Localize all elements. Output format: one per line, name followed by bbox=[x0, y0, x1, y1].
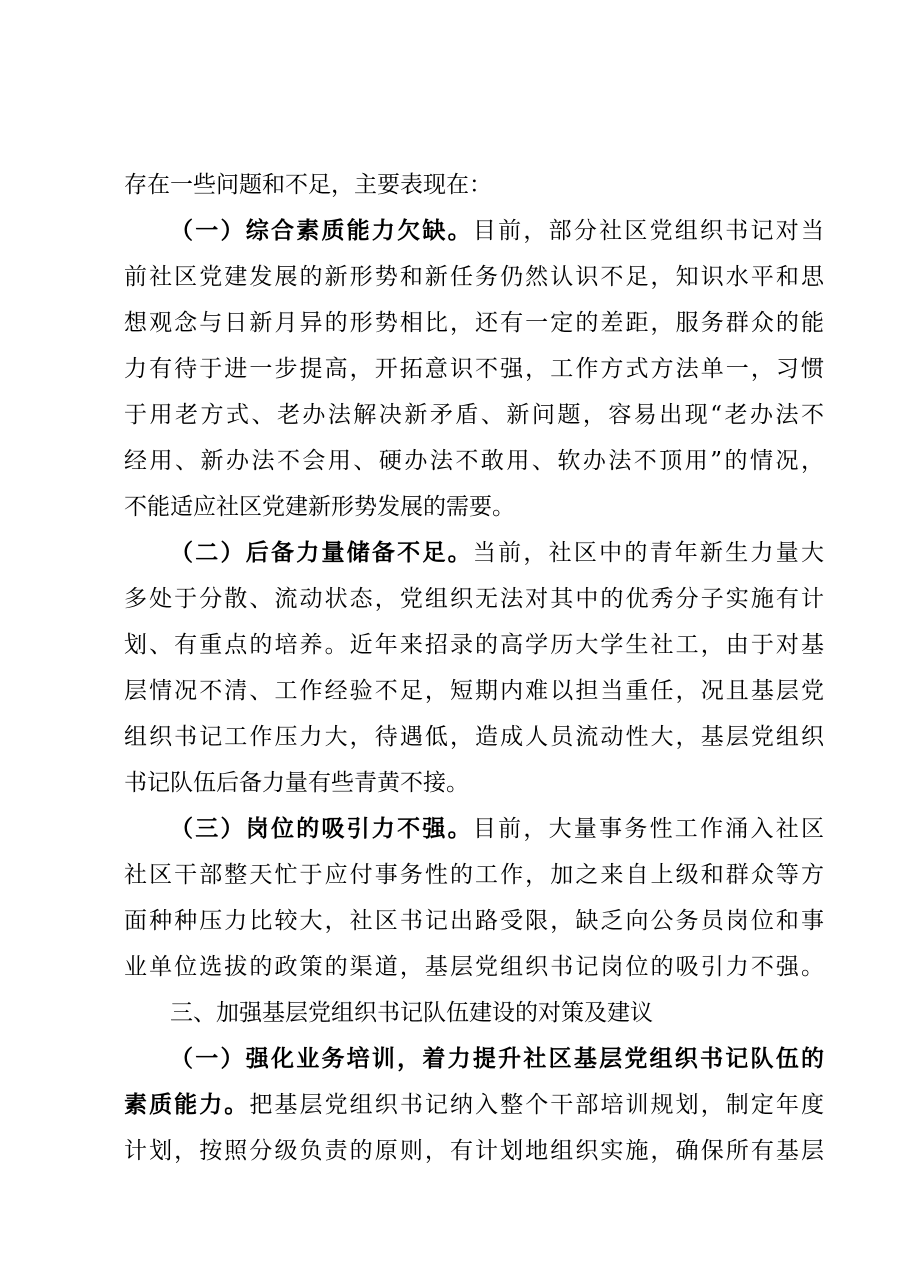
text-line bbox=[124, 944, 824, 990]
text-span: 目前，大量事务性工作涌入社区 bbox=[472, 816, 825, 842]
text-line bbox=[124, 1128, 824, 1174]
text-span: 力有待于进一步提高，开拓意识不强，工作方式方法单一，习惯 bbox=[124, 356, 824, 382]
text-line bbox=[124, 714, 824, 760]
chapter-heading bbox=[124, 990, 824, 1036]
text-line bbox=[124, 576, 824, 622]
text-span: 目前，部分社区党组织书记对当 bbox=[472, 218, 825, 244]
text-span: 社区干部整天忙于应付事务性的工作，加之来自上级和群众等方 bbox=[124, 862, 824, 888]
text-line bbox=[124, 392, 824, 438]
text-line bbox=[124, 1082, 824, 1128]
text-span: 当前，社区中的青年新生力量大 bbox=[472, 540, 825, 566]
text-span: 组织书记工作压力大，待遇低，造成人员流动性大，基层党组织 bbox=[124, 724, 824, 750]
section-heading-2: （二）后备力量储备不足。 bbox=[170, 539, 473, 566]
text-line bbox=[124, 760, 824, 806]
section-lead-line bbox=[124, 806, 824, 852]
chapter-heading-text: 三、加强基层党组织书记队伍建设的对策及建议 bbox=[170, 1000, 653, 1026]
text-line bbox=[124, 668, 824, 714]
text-span: 前社区党建发展的新形势和新任务仍然认识不足，知识水平和思 bbox=[124, 264, 824, 290]
text-span: 层情况不清、工作经验不足，短期内难以担当重任，况且基层党 bbox=[124, 678, 824, 704]
section-lead-line bbox=[124, 530, 824, 576]
section-lead-line bbox=[124, 208, 824, 254]
document-body bbox=[124, 162, 824, 1174]
text-span: 不能适应社区党建新形势发展的需要。 bbox=[124, 494, 515, 520]
section-lead-line bbox=[124, 1036, 824, 1082]
text-line bbox=[124, 254, 824, 300]
text-span: 业单位选拔的政策的渠道，基层党组织书记岗位的吸引力不强。 bbox=[124, 954, 824, 980]
text-span: 计划，按照分级负责的原则，有计划地组织实施，确保所有基层 bbox=[124, 1138, 824, 1164]
text-line bbox=[124, 484, 824, 530]
text-line bbox=[124, 300, 824, 346]
text-span: 多处于分散、流动状态，党组织无法对其中的优秀分子实施有计 bbox=[124, 586, 824, 612]
text-line bbox=[124, 438, 824, 484]
text-span: 面种种压力比较大，社区书记出路受限，缺乏向公务员岗位和事 bbox=[124, 908, 824, 934]
text-span: 存在一些问题和不足，主要表现在： bbox=[124, 172, 492, 198]
text-line bbox=[124, 852, 824, 898]
text-line bbox=[124, 346, 824, 392]
text-span: 经用、新办法不会用、硬办法不敢用、软办法不顶用”的情况， bbox=[124, 448, 824, 474]
text-line bbox=[124, 622, 824, 668]
text-span: 于用老方式、老办法解决新矛盾、新问题，容易出现“老办法不 bbox=[124, 402, 824, 428]
text-span: 把基层党组织书记纳入整个干部培训规划，制定年度 bbox=[249, 1092, 825, 1118]
text-span: 划、有重点的培养。近年来招录的高学历大学生社工，由于对基 bbox=[124, 632, 824, 658]
section-heading-4-cont: 素质能力。 bbox=[124, 1091, 250, 1118]
text-span: 书记队伍后备力量有些青黄不接。 bbox=[124, 770, 469, 796]
section-heading-1: （一）综合素质能力欠缺。 bbox=[170, 217, 473, 244]
text-line bbox=[124, 162, 824, 208]
section-heading-4: （一）强化业务培训，着力提升社区基层党组织书记队伍的 bbox=[170, 1045, 824, 1072]
text-line bbox=[124, 898, 824, 944]
text-span: 想观念与日新月异的形势相比，还有一定的差距，服务群众的能 bbox=[124, 310, 824, 336]
section-heading-3: （三）岗位的吸引力不强。 bbox=[170, 815, 473, 842]
